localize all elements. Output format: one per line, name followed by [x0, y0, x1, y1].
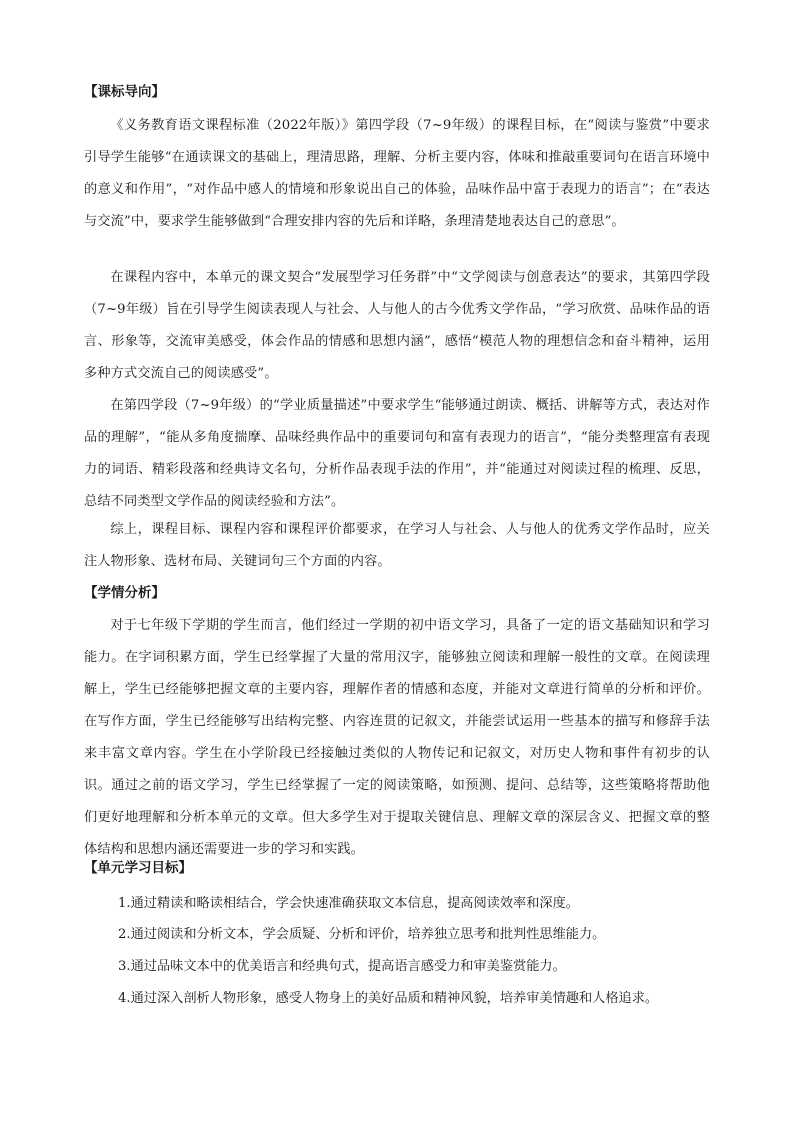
- objective-item-4: 4.通过深入剖析人物形象，感受人物身上的美好品质和精神风貌，培养审美情趣和人格追求。: [118, 991, 659, 1006]
- objective-item-3: 3.通过品味文本中的优美语言和经典句式，提高语言感受力和审美鉴赏能力。: [118, 959, 566, 974]
- curriculum-paragraph-2: 在课程内容中，本单元的课文契合“发展型学习任务群”中“文学阅读与创意表达”的要求，其第四学段（7~9年级）旨在引导学生阅读表现人与社会、人与他人的古今优秀文学作品，“学习欣赏、品味作品的语言、形象等，交流审美感受，体会作品的情感和思想内涵”，感悟“模范人物的理想信念和奋斗精神，运用多种方式交流自己的阅读感受”。: [84, 270, 710, 381]
- curriculum-paragraph-3: 在第四学段（7~9年级）的“学业质量描述”中要求学生“能够通过朗读、概括、讲解等方式，表达对作品的理解”，“能从多角度揣摩、品味经典作品中的重要词句和富有表现力的语言”，“能分类整理富有表现力的词语、精彩段落和经典诗文名句，分析作品表现手法的作用”，并“能通过对阅读过程的梳理、反思，总结不同类型文学作品的阅读经验和方法”。: [84, 398, 710, 509]
- section-heading-analysis: 【学情分析】: [84, 585, 165, 601]
- objective-item-1: 1.通过精读和略读相结合，学会快速准确获取文本信息，提高阅读效率和深度。: [118, 896, 579, 911]
- objective-item-2: 2.通过阅读和分析文本，学会质疑、分析和评价，培养独立思考和批判性思维能力。: [118, 927, 606, 942]
- section-heading-objectives: 【单元学习目标】: [84, 860, 192, 876]
- analysis-paragraph-1: 对于七年级下学期的学生而言，他们经过一学期的初中语文学习，具备了一定的语文基础知识和学习能力。在字词积累方面，学生已经掌握了大量的常用汉字，能够独立阅读和理解一般性的文章。在阅读理解上，学生已经能够把握文章的主要内容，理解作者的情感和态度，并能对文章进行简单的分析和评价。在写作方面，学生已经能够写出结构完整、内容连贯的记叙文，并能尝试运用一些基本的描写和修辞手法来丰富文章内容。学生在小学阶段已经接触过类似的人物传记和记叙文，对历史人物和事件有初步的认识。通过之前的语文学习，学生已经掌握了一定的阅读策略，如预测、提问、总结等，这些策略将帮助他们更好地理解和分析本单元的文章。但大多学生对于提取关键信息、理解文章的深层含义、把握文章的整体结构和思想内涵还需要进一步的学习和实践。: [84, 618, 710, 857]
- section-heading-curriculum: 【课标导向】: [84, 84, 165, 100]
- curriculum-paragraph-1: 《义务教育语文课程标准（2022年版）》第四学段（7~9年级）的课程目标，在“阅读与鉴赏”中要求引导学生能够“在通读课文的基础上，理清思路，理解、分析主要内容，体味和推敲重要词句在语言环境中的意义和作用”，“对作品中感人的情境和形象说出自己的体验，品味作品中富于表现力的语言”；在“表达与交流”中，要求学生能够做到“合理安排内容的先后和详略，条理清楚地表达自己的意思”。: [84, 118, 710, 229]
- curriculum-paragraph-4: 综上，课程目标、课程内容和课程评价都要求，在学习人与社会、人与他人的优秀文学作品时，应关注人物形象、选材布局、关键词句三个方面的内容。: [84, 522, 710, 569]
